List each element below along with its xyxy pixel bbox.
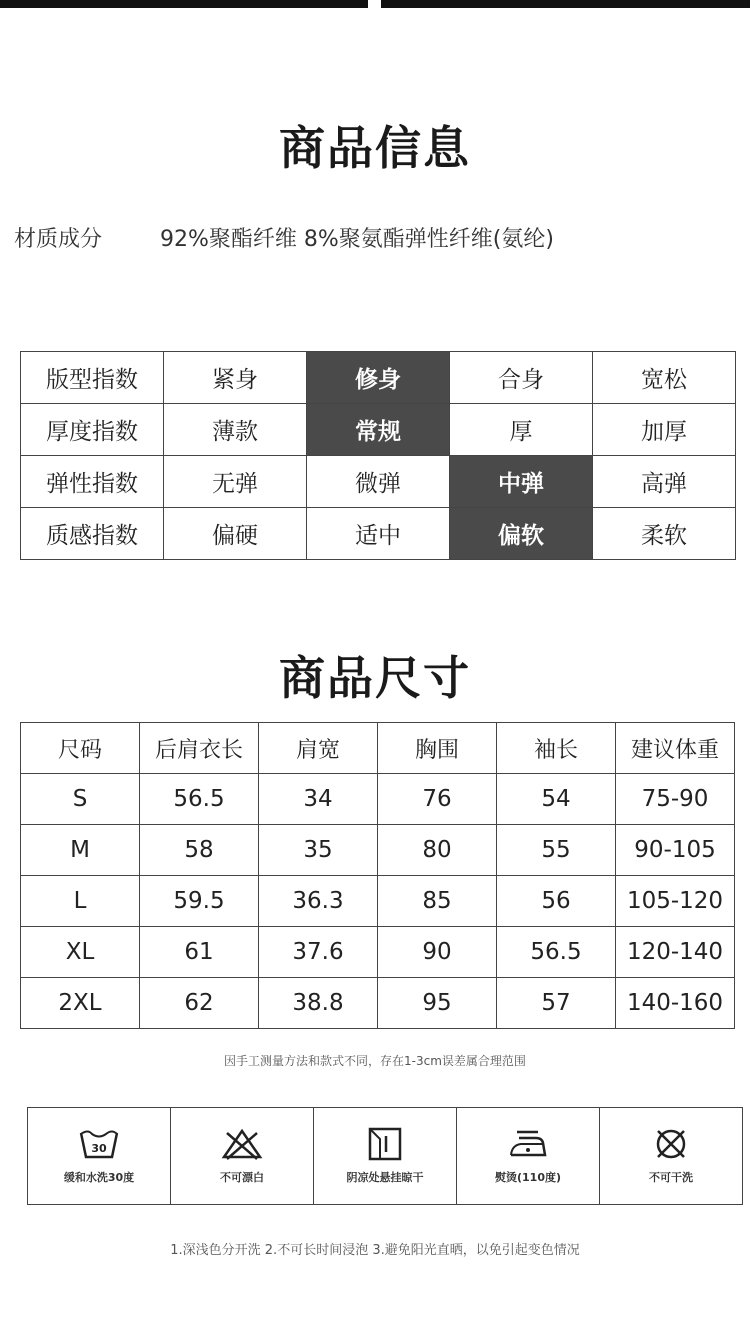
wash-30-icon bbox=[78, 1127, 120, 1161]
size-cell: 57 bbox=[497, 978, 616, 1029]
size-header-row bbox=[21, 723, 735, 774]
index-option-selected: 修身 bbox=[307, 352, 450, 404]
care-label-dryclean: 不可干洗 bbox=[649, 1171, 693, 1184]
product-info-title: 商品信息 bbox=[279, 121, 471, 175]
index-option: 偏硬 bbox=[164, 508, 307, 560]
size-cell: 2XL bbox=[21, 978, 140, 1029]
index-row bbox=[21, 456, 736, 508]
size-header-cell: 尺码 bbox=[21, 723, 140, 774]
index-option: 紧身 bbox=[164, 352, 307, 404]
size-cell: 140-160 bbox=[616, 978, 735, 1029]
size-row bbox=[21, 978, 735, 1029]
size-cell: 58 bbox=[140, 825, 259, 876]
size-cell: 55 bbox=[497, 825, 616, 876]
care-label-bleach: 不可漂白 bbox=[220, 1171, 264, 1184]
size-cell: 62 bbox=[140, 978, 259, 1029]
size-title: 商品尺寸 bbox=[279, 651, 471, 705]
measurement-note: 因手工测量方法和款式不同，存在1-3cm误差属合理范围 bbox=[224, 1054, 526, 1068]
size-cell: 61 bbox=[140, 927, 259, 978]
care-item-bleach bbox=[171, 1108, 314, 1204]
size-header-cell: 胸围 bbox=[378, 723, 497, 774]
size-row bbox=[21, 774, 735, 825]
fit-index-table bbox=[20, 351, 736, 560]
material-value: 92%聚酯纤维 8%聚氨酯弹性纤维(氨纶) bbox=[160, 227, 554, 252]
index-option: 无弹 bbox=[164, 456, 307, 508]
index-option: 适中 bbox=[307, 508, 450, 560]
size-cell: 34 bbox=[259, 774, 378, 825]
care-instructions bbox=[27, 1107, 743, 1205]
size-cell: L bbox=[21, 876, 140, 927]
size-cell: 90-105 bbox=[616, 825, 735, 876]
index-row-label: 厚度指数 bbox=[21, 404, 164, 456]
index-option: 厚 bbox=[450, 404, 593, 456]
index-row bbox=[21, 508, 736, 560]
care-footer-note: 1.深浅色分开洗 2.不可长时间浸泡 3.避免阳光直晒，以免引起变色情况 bbox=[170, 1243, 580, 1258]
size-cell: 56.5 bbox=[497, 927, 616, 978]
index-option: 柔软 bbox=[593, 508, 736, 560]
care-label-dry: 阴凉处悬挂晾干 bbox=[346, 1171, 424, 1184]
index-option: 薄款 bbox=[164, 404, 307, 456]
index-option: 微弹 bbox=[307, 456, 450, 508]
size-cell: 75-90 bbox=[616, 774, 735, 825]
care-label-iron: 熨烫(110度) bbox=[494, 1171, 562, 1184]
size-cell: 59.5 bbox=[140, 876, 259, 927]
index-option-selected: 常规 bbox=[307, 404, 450, 456]
line-dry-shade-icon bbox=[364, 1127, 406, 1161]
care-item-dry bbox=[314, 1108, 457, 1204]
index-row-label: 版型指数 bbox=[21, 352, 164, 404]
care-item-dryclean bbox=[600, 1108, 742, 1204]
size-cell: 80 bbox=[378, 825, 497, 876]
size-table bbox=[20, 722, 735, 1029]
index-row bbox=[21, 404, 736, 456]
material-row bbox=[14, 222, 554, 253]
size-cell: 120-140 bbox=[616, 927, 735, 978]
index-row-label: 弹性指数 bbox=[21, 456, 164, 508]
index-option-selected: 偏软 bbox=[450, 508, 593, 560]
size-header-cell: 建议体重 bbox=[616, 723, 735, 774]
size-row bbox=[21, 927, 735, 978]
iron-icon bbox=[507, 1127, 549, 1161]
size-cell: 36.3 bbox=[259, 876, 378, 927]
size-cell: 54 bbox=[497, 774, 616, 825]
wash-temp: 30 bbox=[91, 1142, 107, 1155]
size-cell: 90 bbox=[378, 927, 497, 978]
size-header-cell: 肩宽 bbox=[259, 723, 378, 774]
index-option: 高弹 bbox=[593, 456, 736, 508]
size-cell: XL bbox=[21, 927, 140, 978]
size-cell: 56 bbox=[497, 876, 616, 927]
care-item-wash bbox=[28, 1108, 171, 1204]
no-bleach-icon bbox=[221, 1127, 263, 1161]
size-cell: 37.6 bbox=[259, 927, 378, 978]
index-row bbox=[21, 352, 736, 404]
index-option: 加厚 bbox=[593, 404, 736, 456]
size-row bbox=[21, 876, 735, 927]
size-cell: 105-120 bbox=[616, 876, 735, 927]
size-cell: 38.8 bbox=[259, 978, 378, 1029]
size-cell: 76 bbox=[378, 774, 497, 825]
size-row bbox=[21, 825, 735, 876]
index-row-label: 质感指数 bbox=[21, 508, 164, 560]
top-divider-left bbox=[0, 0, 368, 8]
size-cell: 85 bbox=[378, 876, 497, 927]
size-cell: S bbox=[21, 774, 140, 825]
index-option-selected: 中弹 bbox=[450, 456, 593, 508]
size-cell: 56.5 bbox=[140, 774, 259, 825]
index-option: 合身 bbox=[450, 352, 593, 404]
size-cell: 35 bbox=[259, 825, 378, 876]
top-divider-right bbox=[381, 0, 750, 8]
care-label-wash: 缓和水洗30度 bbox=[63, 1171, 135, 1184]
care-item-iron bbox=[457, 1108, 600, 1204]
no-dry-clean-icon bbox=[650, 1127, 692, 1161]
size-cell: 95 bbox=[378, 978, 497, 1029]
size-cell: M bbox=[21, 825, 140, 876]
size-header-cell: 袖长 bbox=[497, 723, 616, 774]
size-header-cell: 后肩衣长 bbox=[140, 723, 259, 774]
index-option: 宽松 bbox=[593, 352, 736, 404]
material-label: 材质成分 bbox=[14, 227, 103, 252]
